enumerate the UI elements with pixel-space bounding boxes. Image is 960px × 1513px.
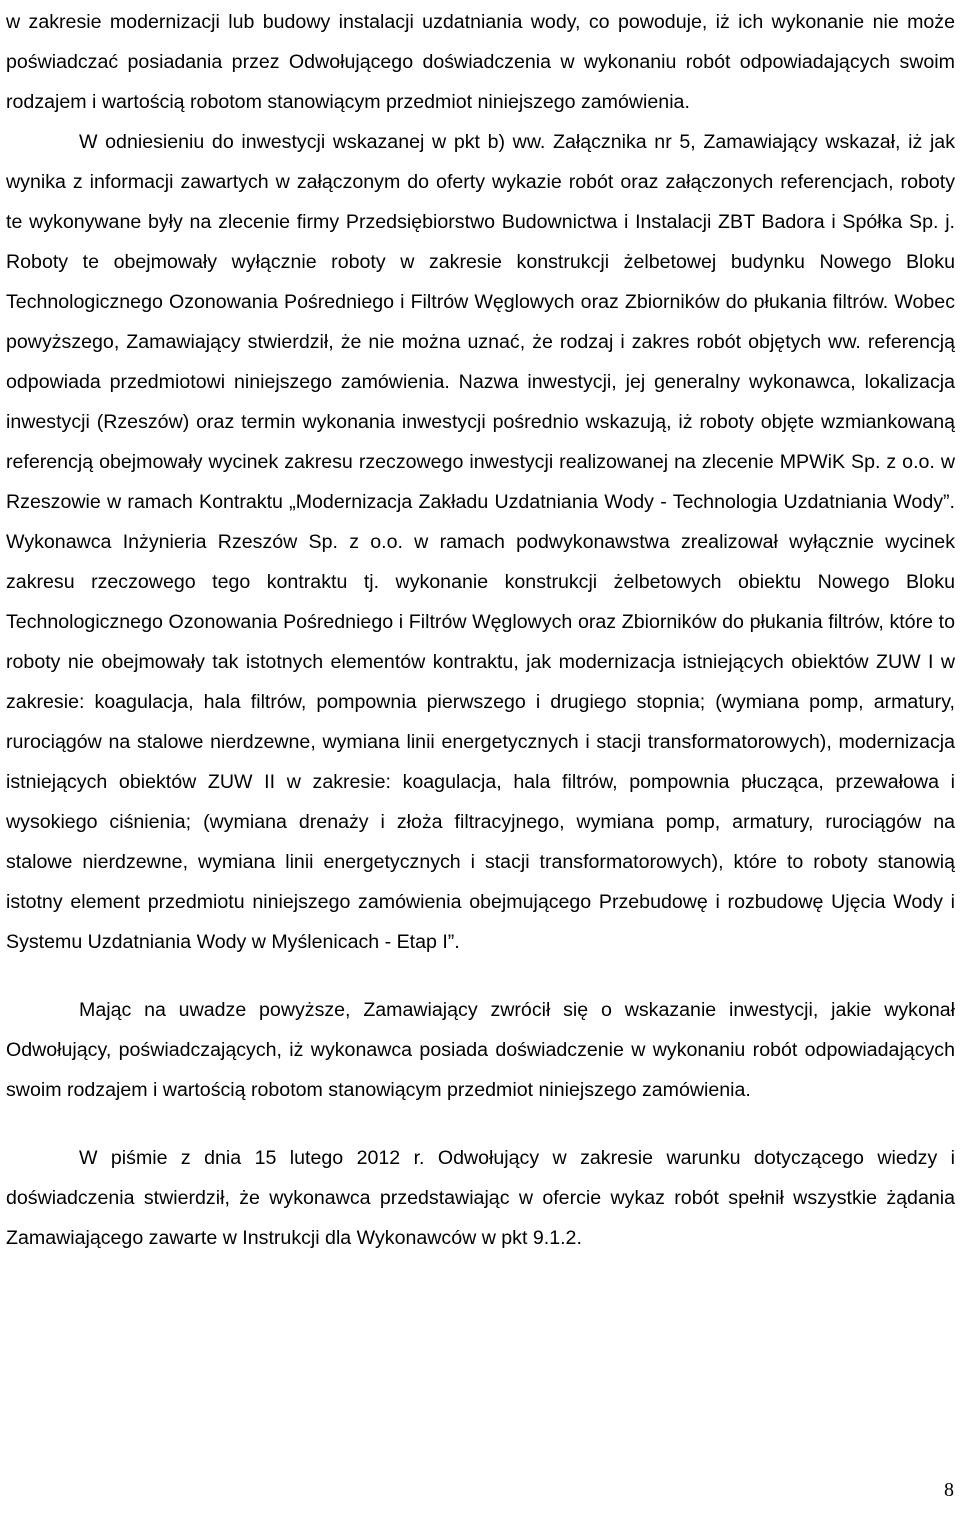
paragraph-continuation: w zakresie modernizacji lub budowy instalacji uzdatniania wody, co powoduje, iż ich wykonanie nie może poświadczać posiadania przez Odwołującego doświadczenia w wykonaniu robót odpowiadających swoim rodzajem i wartością robotom stanowiącym przedmiot niniejszego zamówienia.	[6, 11, 955, 113]
paragraph-investment-b: W odniesieniu do inwestycji wskazanej w pkt b) ww. Załącznika nr 5, Zamawiający wskazał, iż jak wynika z informacji zawartych w załączonym do oferty wykazie robót oraz załączonych referencjach, roboty te wykonywane były na zlecenie firmy Przedsiębiorstwo Budownictwa i Instalacji ZBT Badora i Spółka Sp. j. Roboty te obejmowały wyłącznie roboty w zakresie konstrukcji żelbetowej budynku Nowego Bloku Technologicznego Ozonowania Pośredniego i Filtrów Węglowych oraz Zbiorników do płukania filtrów. Wobec powyższego, Zamawiający stwierdził, że nie można uznać, że rodzaj i zakres robót objętych ww. referencją odpowiada przedmiotowi niniejszego zamówienia. Nazwa inwestycji, jej generalny wykonawca, lokalizacja inwestycji (Rzeszów) oraz termin wykonania inwestycji pośrednio wskazują, iż roboty objęte wzmiankowaną referencją obejmowały wycinek zakresu rzeczowego inwestycji realizowanej na zlecenie MPWiK Sp. z o.o. w Rzeszowie w ramach Kontraktu „Modernizacja Zakładu Uzdatniania Wody - Technologia Uzdatniania Wody”. Wykonawca Inżynieria Rzeszów Sp. z o.o. w ramach podwykonawstwa zrealizował wyłącznie wycinek zakresu rzeczowego tego kontraktu tj. wykonanie konstrukcji żelbetowych obiektu Nowego Bloku Technologicznego Ozonowania Pośredniego i Filtrów Węglowych oraz Zbiorników do płukania filtrów, które to roboty nie obejmowały tak istotnych elementów kontraktu, jak modernizacja istniejących obiektów ZUW I w zakresie: koagulacja, hala filtrów, pompownia pierwszego i drugiego stopnia; (wymiana pomp, armatury, rurociągów na stalowe nierdzewne, wymiana linii energetycznych i stacji transformatorowych), modernizacja istniejących obiektów ZUW II w zakresie: koagulacja, hala filtrów, pompownia płucząca, przewałowa i wysokiego ciśnienia; (wymiana drenaży i złoża filtracyjnego, wymiana pomp, armatury, rurociągów na stalowe nierdzewne, wymiana linii energetycznych i stacji transformatorowych), które to roboty stanowią istotny element przedmiotu niniejszego zamówienia obejmującego Przebudowę i rozbudowę Ujęcia Wody i Systemu Uzdatniania Wody w Myślenicach - Etap I”.	[6, 131, 955, 953]
body-text	[6, 2, 955, 1258]
paragraph-letter: W piśmie z dnia 15 lutego 2012 r. Odwołujący w zakresie warunku dotyczącego wiedzy i doświadczenia stwierdził, że wykonawca przedstawiając w ofercie wykaz robót spełnił wszystkie żądania Zamawiającego zawarte w Instrukcji dla Wykonawców w pkt 9.1.2.	[6, 1147, 955, 1249]
paragraph-request: Mając na uwadze powyższe, Zamawiający zwrócił się o wskazanie inwestycji, jakie wykonał Odwołujący, poświadczających, iż wykonawca posiada doświadczenie w wykonaniu robót odpowiadających swoim rodzajem i wartością robotom stanowiącym przedmiot niniejszego zamówienia.	[6, 999, 955, 1101]
page-number: 8	[944, 1479, 954, 1501]
